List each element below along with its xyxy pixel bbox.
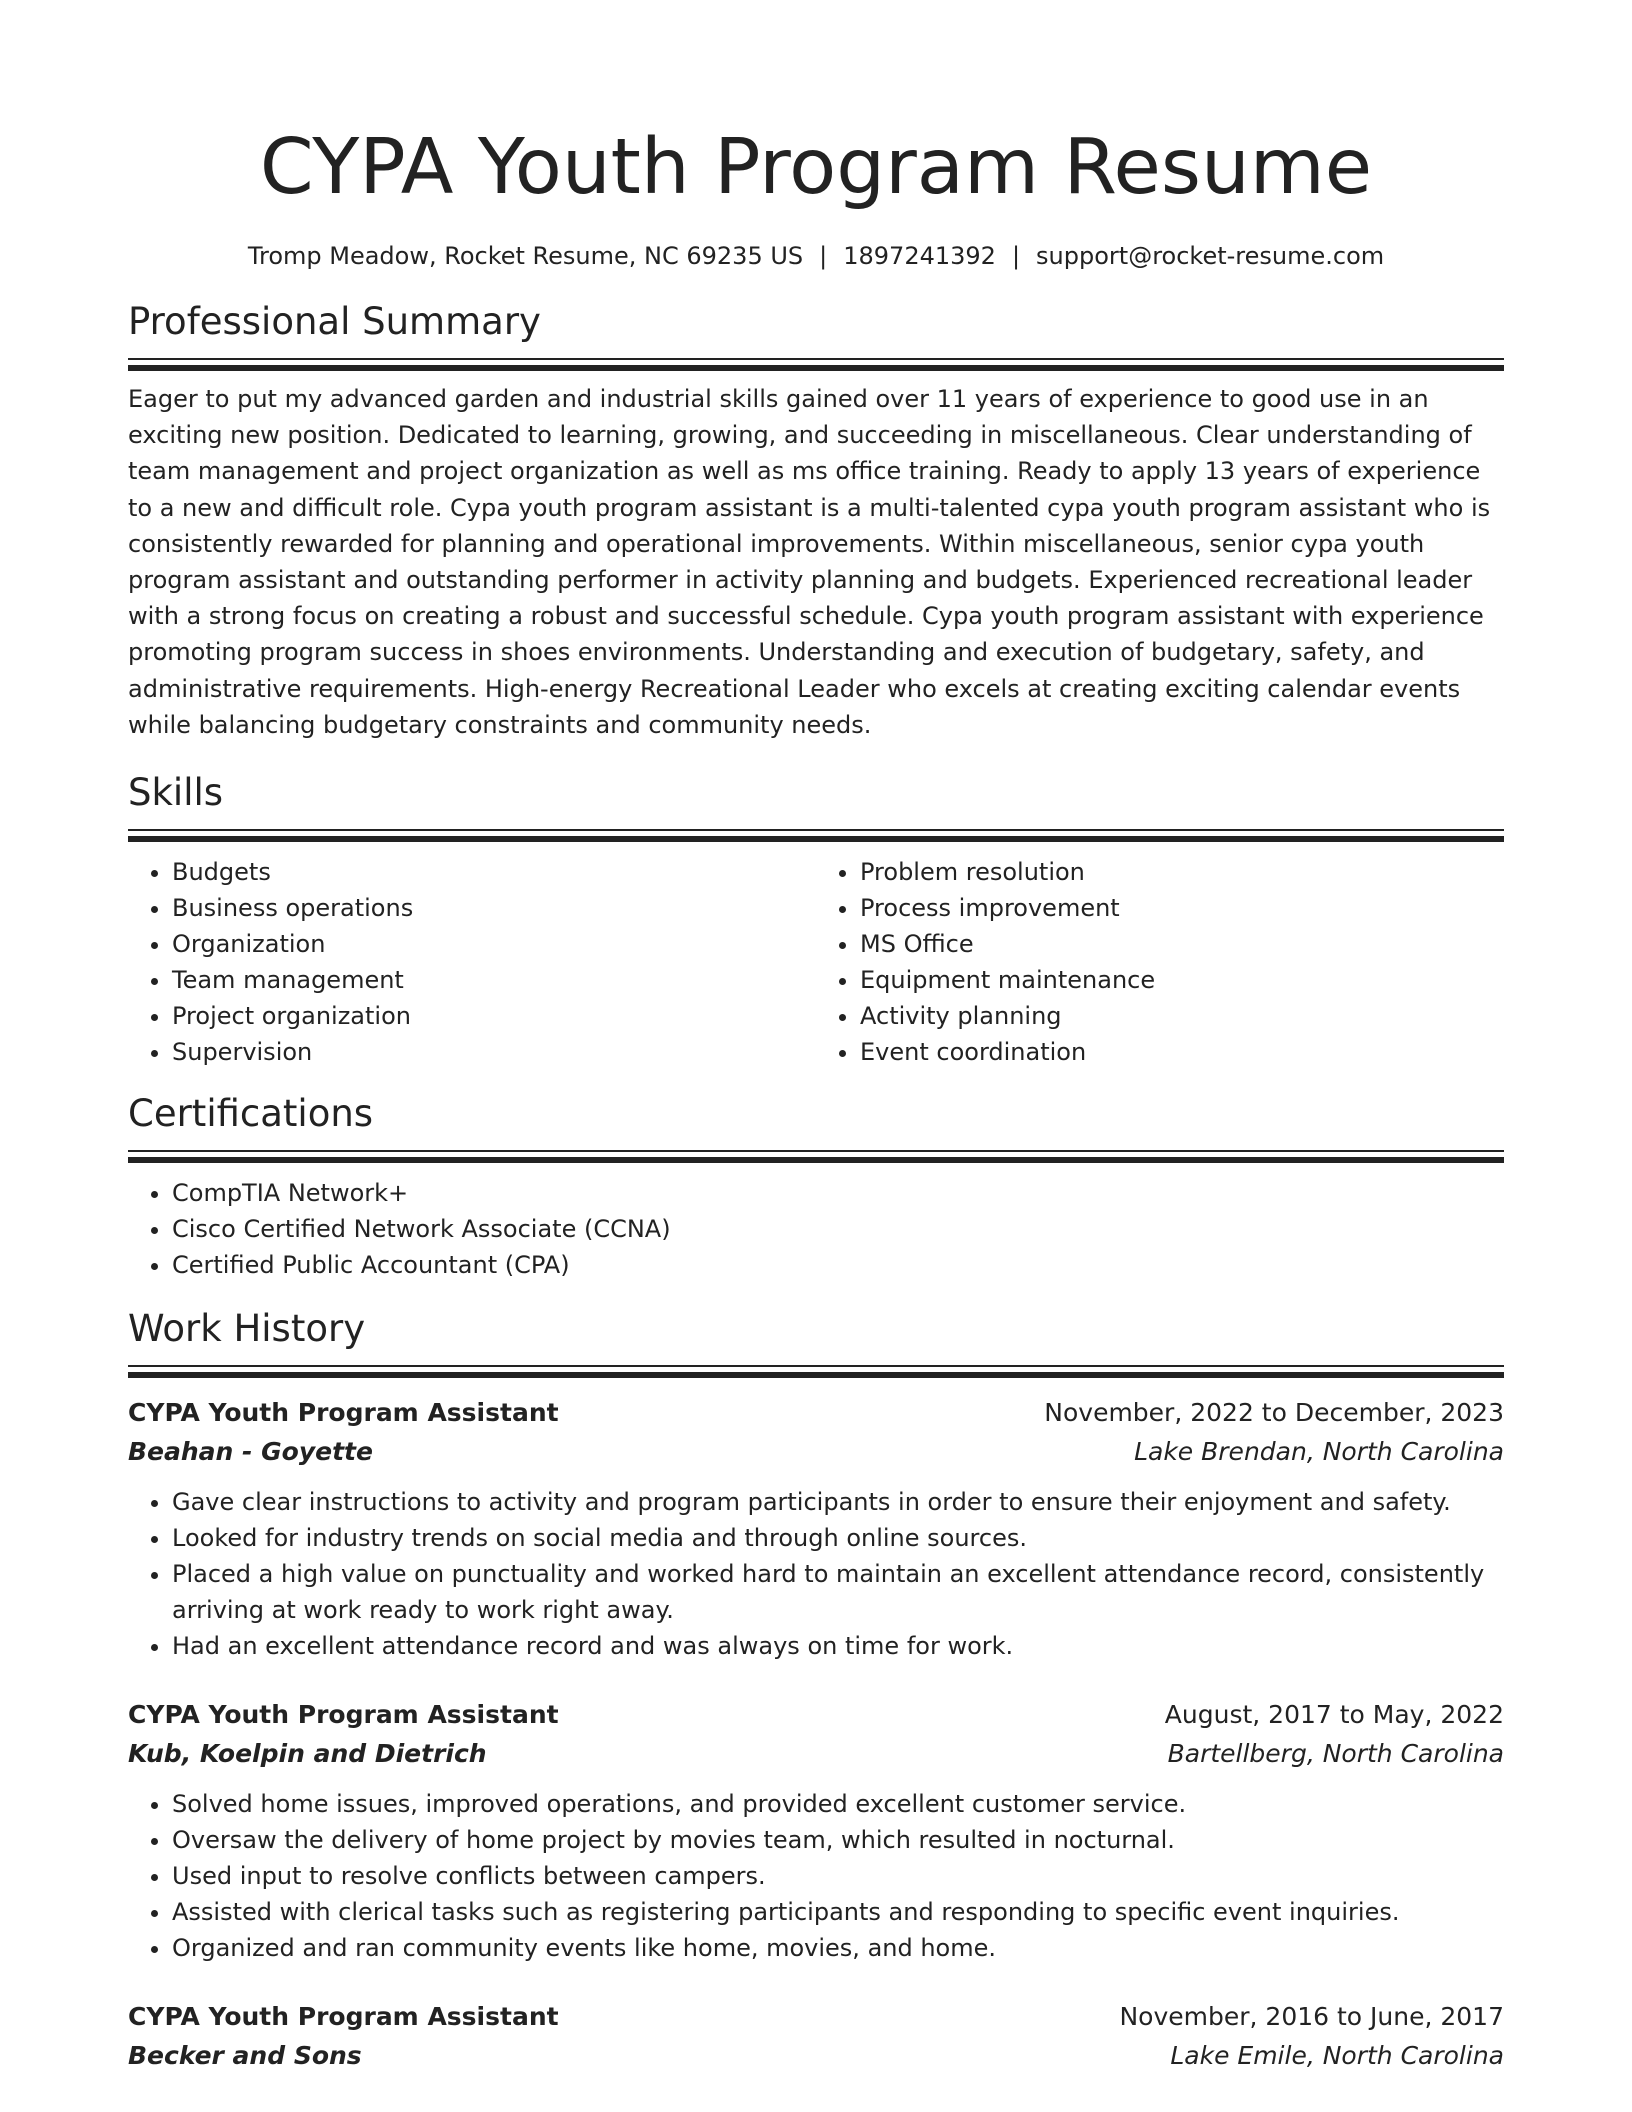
skills-section [128, 769, 1504, 1070]
summary-text: Eager to put my advanced garden and industrial skills gained over 11 years of experience to good use in an exciting new position. Dedicated to learning, growing, and succeeding in miscellaneous. Clear understanding of team management and project organization as well as ms office training. Ready to apply 13 years of experience to a new and difficult role. Cypa youth program assistant is a multi-talented cypa youth program assistant who is consistently rewarded for planning and operational improvements. Within miscellaneous, senior cypa youth program assistant and outstanding performer in activity planning and budgets. Experienced recreational leader with a strong focus on creating a robust and successful schedule. Cypa youth program assistant with experience promoting program success in shoes environments. Understanding and execution of budgetary, safety, and administrative requirements. High-energy Recreational Leader who excels at creating exciting calendar events while balancing budgetary constraints and community needs. [128, 385, 1491, 739]
job-company: Becker and Sons [128, 2041, 362, 2071]
job-entry [128, 1998, 1504, 2076]
job-entry [128, 1696, 1504, 1966]
skill-item: • Project organization [172, 998, 816, 1034]
summary-section [128, 298, 1504, 743]
job-location: Lake Emile, North Carolina [1170, 2041, 1504, 2071]
skills-list-right [816, 854, 1504, 1070]
skill-item: • Event coordination [860, 1034, 1504, 1070]
section-heading-work-history: Work History [128, 1307, 366, 1351]
job-header [128, 1696, 1504, 1734]
job-dates: August, 2017 to May, 2022 [1164, 1700, 1504, 1730]
skill-item: • Supervision [172, 1034, 816, 1070]
contact-line [128, 240, 1504, 272]
job-dates: November, 2016 to June, 2017 [1119, 2002, 1504, 2032]
skill-item: • Equipment maintenance [860, 962, 1504, 998]
job-duties [128, 1484, 1504, 1664]
job-dates: November, 2022 to December, 2023 [1044, 1398, 1504, 1428]
contact-separator: | [1011, 242, 1021, 270]
job-title: CYPA Youth Program Assistant [128, 1398, 559, 1428]
job-duty-item: • Looked for industry trends on social media and through online sources. [172, 1520, 1504, 1556]
job-entry [128, 1394, 1504, 1664]
certification-item: • Cisco Certified Network Associate (CCNA) [172, 1211, 1504, 1247]
skills-grid [128, 854, 1504, 1070]
certification-item: • CompTIA Network+ [172, 1175, 1504, 1211]
job-duty-item: • Had an excellent attendance record and was always on time for work. [172, 1628, 1504, 1664]
section-divider [128, 1365, 1504, 1378]
job-subheader [128, 1432, 1504, 1472]
section-divider [128, 829, 1504, 842]
certifications-list [128, 1175, 1504, 1283]
section-heading-summary: Professional Summary [128, 300, 541, 343]
resume-page [128, 0, 1504, 2076]
contact-email: support@rocket-resume.com [1036, 242, 1385, 270]
job-duties [128, 1786, 1504, 1966]
resume-title: CYPA Youth Program Resume [259, 123, 1373, 212]
job-header [128, 1998, 1504, 2036]
job-duty-item: • Solved home issues, improved operations, and provided excellent customer service. [172, 1786, 1504, 1822]
skill-item: • Process improvement [860, 890, 1504, 926]
job-header [128, 1394, 1504, 1432]
skill-item: • Activity planning [860, 998, 1504, 1034]
contact-phone: 1897241392 [843, 242, 996, 270]
job-location: Bartellberg, North Carolina [1167, 1739, 1504, 1769]
contact-address: Tromp Meadow, Rocket Resume, NC 69235 US [247, 242, 804, 270]
section-divider [128, 1150, 1504, 1163]
job-subheader [128, 2036, 1504, 2076]
skill-item: • Business operations [172, 890, 816, 926]
job-duty-item: • Organized and ran community events like home, movies, and home. [172, 1930, 1504, 1966]
contact-separator: | [819, 242, 828, 270]
skill-item: • Team management [172, 962, 816, 998]
job-title: CYPA Youth Program Assistant [128, 1700, 559, 1730]
skills-list-left [128, 854, 816, 1070]
section-heading-skills: Skills [128, 771, 224, 815]
skill-item: • Budgets [172, 854, 816, 890]
section-heading-certifications: Certifications [128, 1092, 374, 1136]
job-location: Lake Brendan, North Carolina [1134, 1437, 1504, 1467]
job-duty-item: • Placed a high value on punctuality and worked hard to maintain an excellent attendance record, consistently arriving at work ready to work right away. [172, 1556, 1504, 1628]
certifications-section [128, 1090, 1504, 1283]
job-subheader [128, 1734, 1504, 1774]
job-company: Beahan - Goyette [128, 1437, 373, 1467]
job-duty-item: • Assisted with clerical tasks such as registering participants and responding to specific event inquiries. [172, 1894, 1504, 1930]
section-divider [128, 358, 1504, 371]
work-history-section [128, 1305, 1504, 2076]
job-company: Kub, Koelpin and Dietrich [128, 1739, 487, 1769]
job-title: CYPA Youth Program Assistant [128, 2002, 559, 2032]
job-duty-item: • Oversaw the delivery of home project by movies team, which resulted in nocturnal. [172, 1822, 1504, 1858]
certification-item: • Certified Public Accountant (CPA) [172, 1247, 1504, 1283]
skill-item: • Organization [172, 926, 816, 962]
job-duty-item: • Gave clear instructions to activity and program participants in order to ensure their enjoyment and safety. [172, 1484, 1504, 1520]
skill-item: • Problem resolution [860, 854, 1504, 890]
skill-item: • MS Office [860, 926, 1504, 962]
job-duty-item: • Used input to resolve conflicts between campers. [172, 1858, 1504, 1894]
